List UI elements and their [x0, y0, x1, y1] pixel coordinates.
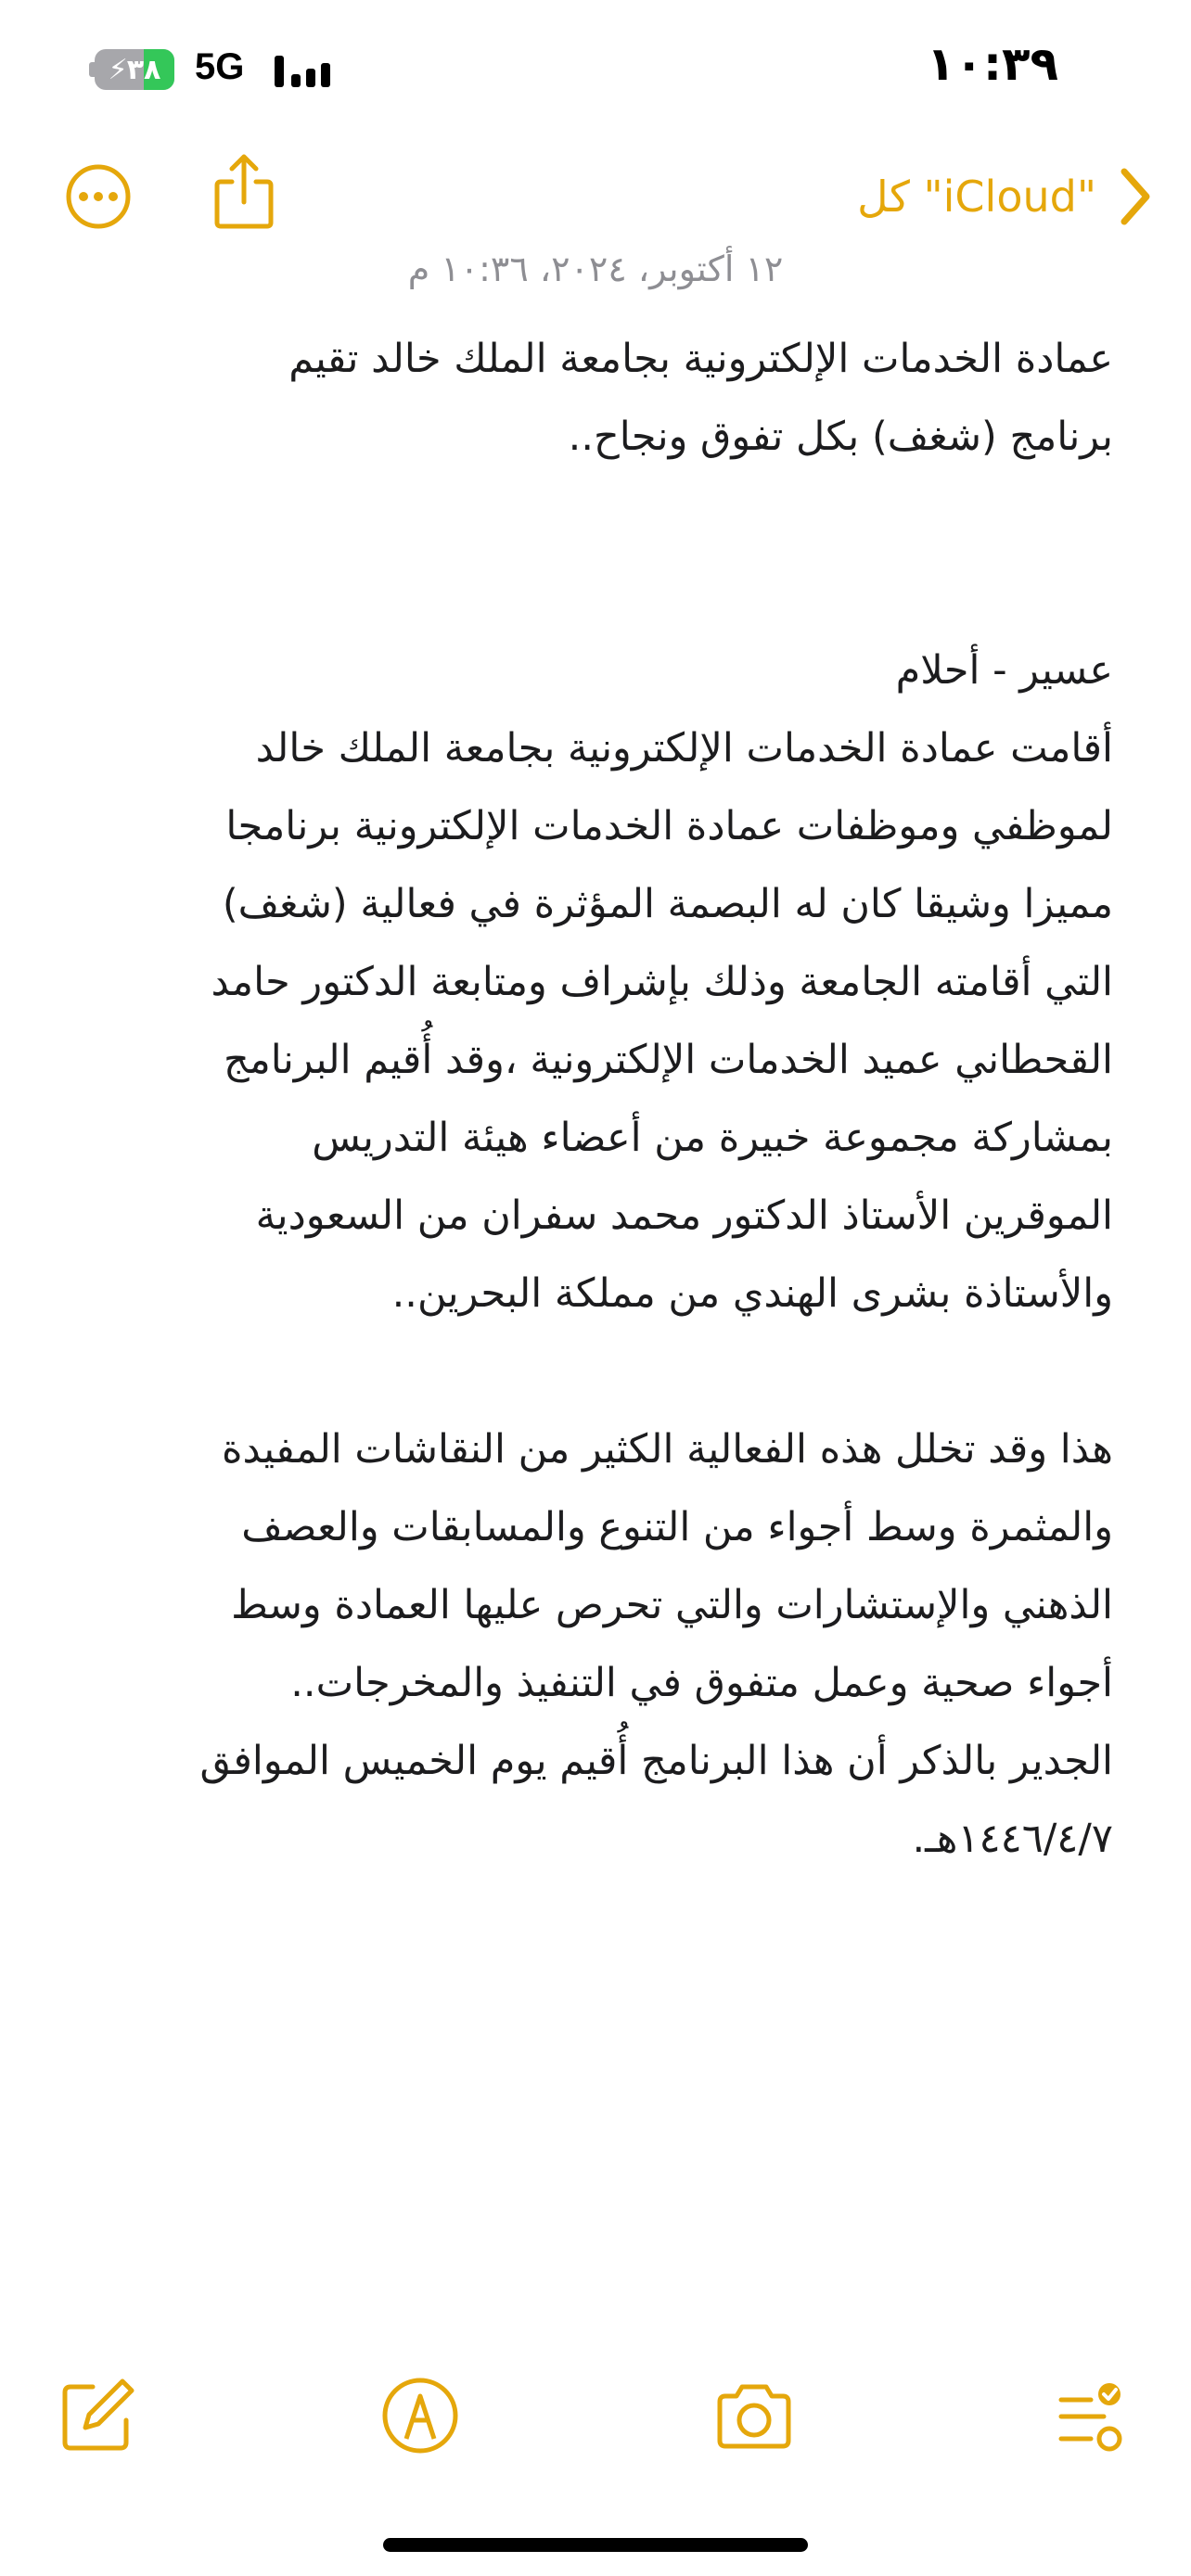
note-line: ١٤٤٦/٤/٧هـ. [912, 1816, 1113, 1862]
battery-indicator [89, 48, 178, 91]
compose-icon[interactable] [56, 2374, 139, 2457]
note-line: الجدير بالذكر أن هذا البرنامج أُقيم يوم الخميس الموافق [199, 1738, 1113, 1784]
note-line: الذهني والإستشارات والتي تحرص عليها العمادة وسط [231, 1582, 1113, 1628]
note-line [96, 554, 1113, 631]
charging-bolt-icon: ⚡ [108, 53, 127, 86]
note-line [96, 476, 1113, 554]
note-line: القحطاني عميد الخدمات الإلكترونية ،وقد أُقيم البرنامج [223, 1037, 1113, 1083]
ellipsis-circle-icon[interactable] [65, 163, 132, 230]
chevron-left-icon [1117, 164, 1154, 229]
note-line: والمثمرة وسط أجواء من التنوع والمسابقات والعصف [241, 1504, 1113, 1550]
note-line: الموقرين الأستاذ الدكتور محمد سفران من السعودية [255, 1192, 1113, 1239]
nav-bar [0, 139, 1191, 260]
home-indicator[interactable] [383, 2538, 808, 2552]
markup-icon[interactable] [378, 2374, 462, 2457]
note-line: عمادة الخدمات الإلكترونية بجامعة الملك خالد تقيم [288, 336, 1113, 382]
share-icon[interactable] [211, 152, 276, 230]
bottom-toolbar [0, 2374, 1191, 2467]
note-date: ١٢ أكتوبر، ٢٠٢٤، ١٠:٣٦ م [407, 249, 784, 289]
network-type: 5G [195, 46, 245, 87]
note-line: التي أقامته الجامعة وذلك بإشراف ومتابعة الدكتور حامد [211, 959, 1113, 1005]
battery-level-text [95, 49, 174, 90]
status-bar [0, 0, 1191, 139]
note-line: مميزا وشيقا كان له البصمة المؤثرة في فعالية (شغف) [222, 881, 1113, 927]
camera-icon[interactable] [712, 2374, 796, 2457]
checklist-icon[interactable] [1048, 2374, 1132, 2457]
note-line: أجواء صحية وعمل متفوق في التنفيذ والمخرجات.. [290, 1660, 1113, 1706]
back-button-label: كل "iCloud" [857, 172, 1096, 222]
note-line [96, 1333, 1113, 1410]
battery-body [95, 49, 174, 90]
note-body[interactable] [96, 320, 1113, 1878]
note-line: بمشاركة مجموعة خبيرة من أعضاء هيئة التدريس [312, 1115, 1113, 1161]
note-line: أقامت عمادة الخدمات الإلكترونية بجامعة الملك خالد [255, 725, 1113, 772]
note-line: هذا وقد تخلل هذه الفعالية الكثير من النقاشات المفيدة [222, 1426, 1113, 1473]
note-line: عسير - أحلام [895, 647, 1113, 694]
note-line: لموظفي وموظفات عمادة الخدمات الإلكترونية برنامجا [225, 803, 1113, 849]
signal-strength-icon [275, 54, 334, 87]
battery-level: ٣٨ [126, 53, 161, 86]
status-time: ١٠:٣٩ [926, 37, 1059, 91]
note-line: برنامج (شغف) بكل تفوق ونجاح.. [568, 414, 1113, 460]
note-line: والأستاذة بشرى الهندي من مملكة البحرين.. [391, 1270, 1113, 1317]
back-button[interactable] [857, 159, 1154, 234]
